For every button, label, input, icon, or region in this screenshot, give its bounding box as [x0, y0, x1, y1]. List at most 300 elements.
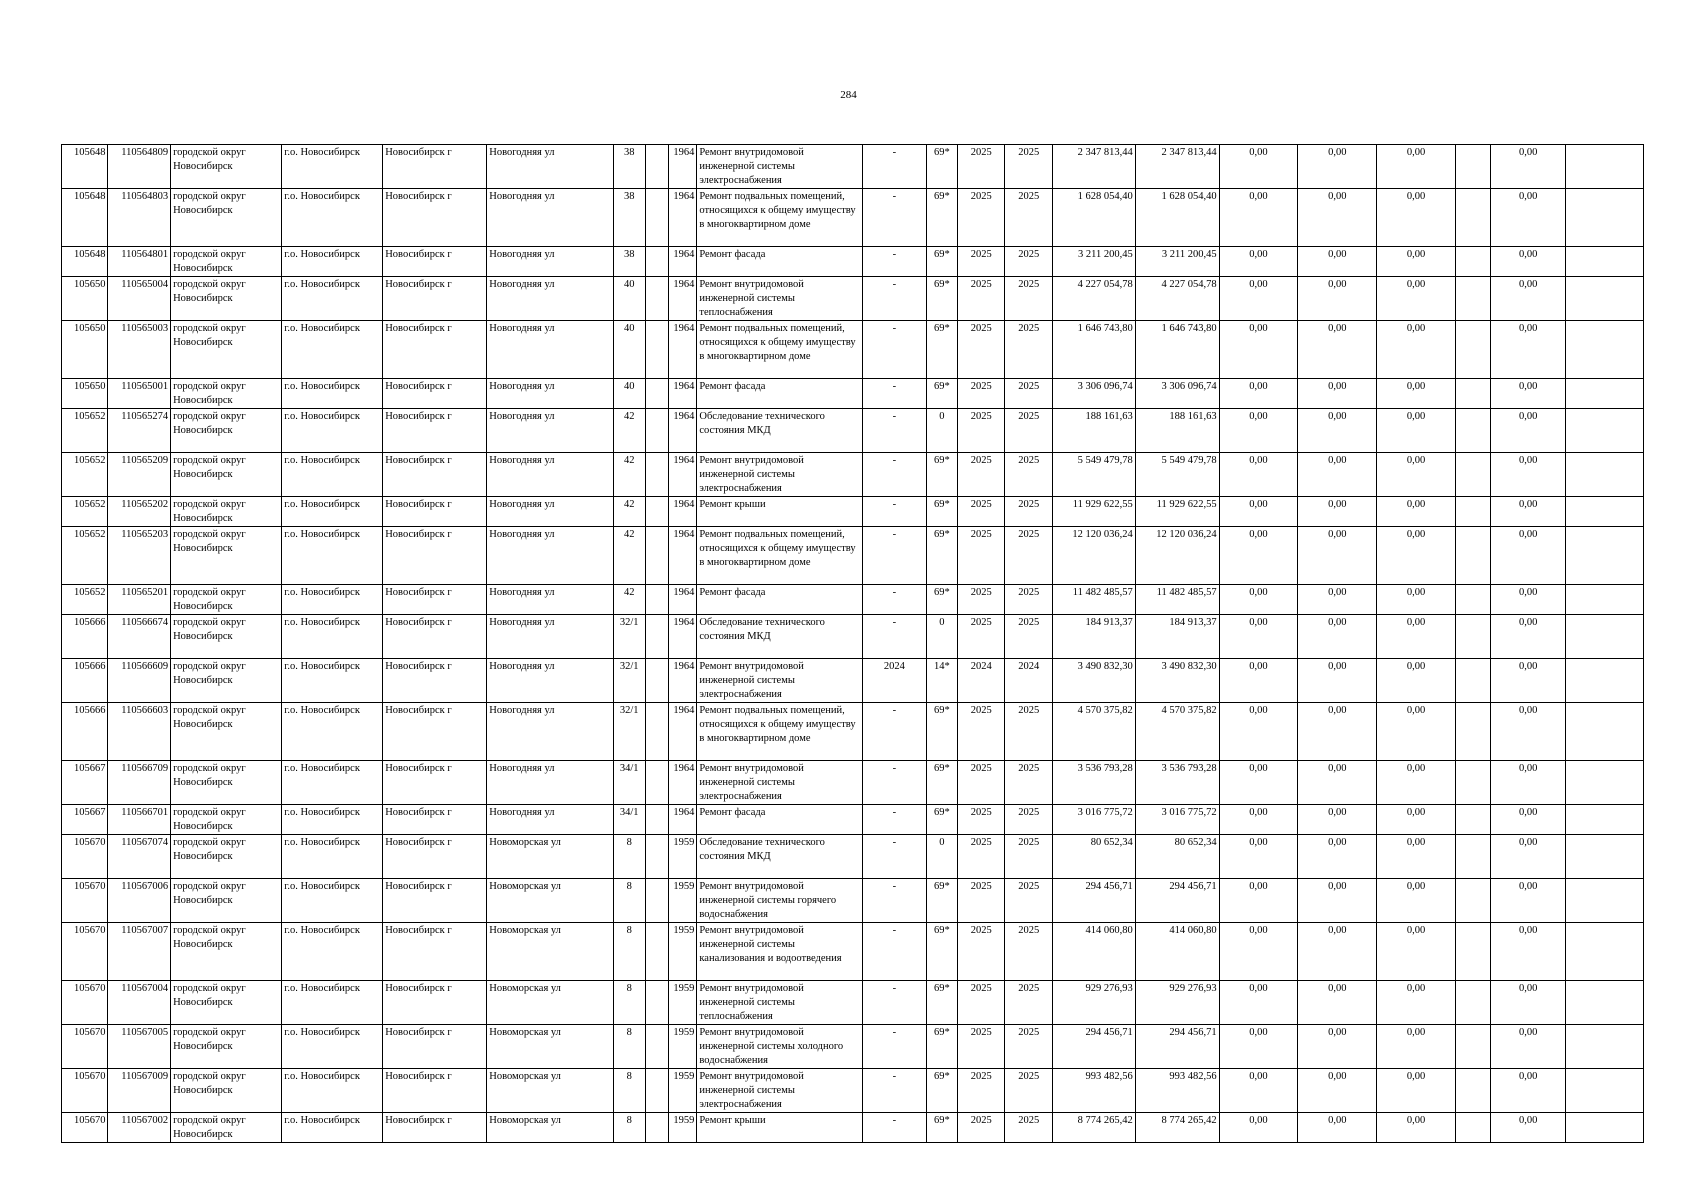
cost-cell: 993 482,56 [1052, 1069, 1135, 1113]
work-type-cell: Обследование технического состояния МКД [697, 835, 863, 879]
total-cost-cell: 1 646 743,80 [1135, 321, 1219, 379]
work-code-cell: 110565209 [108, 453, 171, 497]
cost-cell: 5 549 479,78 [1052, 453, 1135, 497]
fund-4-cell: 0,00 [1491, 497, 1566, 527]
work-code-cell: 110566609 [108, 659, 171, 703]
house-number-cell: 42 [613, 527, 645, 585]
work-type-cell: Ремонт подвальных помещений, относящихся к общему имуществу в многоквартирном доме [697, 321, 863, 379]
city-cell: Новосибирск г [383, 277, 487, 321]
work-code-cell: 110565274 [108, 409, 171, 453]
municipality-cell: г.о. Новосибирск [282, 1025, 383, 1069]
end-year-cell: 2025 [1005, 497, 1052, 527]
fund-4-cell: 0,00 [1491, 189, 1566, 247]
municipality-cell: г.о. Новосибирск [282, 527, 383, 585]
municipality-cell: г.о. Новосибирск [282, 145, 383, 189]
work-type-cell: Ремонт внутридомовой инженерной системы канализования и водоотведения [697, 923, 863, 981]
house-number-cell: 40 [613, 277, 645, 321]
city-cell: Новосибирск г [383, 1113, 487, 1143]
house-number-cell: 34/1 [613, 761, 645, 805]
cost-cell: 1 628 054,40 [1052, 189, 1135, 247]
work-type-cell: Ремонт подвальных помещений, относящихся к общему имуществу в многоквартирном доме [697, 189, 863, 247]
house-number-cell: 40 [613, 379, 645, 409]
fund-2-cell: 0,00 [1298, 659, 1377, 703]
fund-4-cell: 0,00 [1491, 923, 1566, 981]
previous-repair-year-cell: - [863, 527, 927, 585]
city-cell: Новосибирск г [383, 585, 487, 615]
end-year-cell: 2025 [1005, 1113, 1052, 1143]
end-year-cell: 2025 [1005, 761, 1052, 805]
start-year-cell: 2025 [957, 879, 1004, 923]
fund-4-cell: 0,00 [1491, 453, 1566, 497]
empty-cell [1455, 277, 1490, 321]
table-row [62, 321, 1644, 379]
total-cost-cell: 188 161,63 [1135, 409, 1219, 453]
work-code-cell: 110565003 [108, 321, 171, 379]
empty-cell [1566, 1069, 1644, 1113]
object-id-cell: 105650 [62, 277, 108, 321]
house-number-cell: 32/1 [613, 659, 645, 703]
empty-cell [1455, 453, 1490, 497]
table-row [62, 189, 1644, 247]
house-number-cell: 8 [613, 923, 645, 981]
street-cell: Новогодняя ул [487, 585, 613, 615]
wear-percent-cell: 69* [926, 1069, 957, 1113]
empty-cell [645, 1069, 668, 1113]
build-year-cell: 1964 [669, 189, 697, 247]
start-year-cell: 2025 [957, 409, 1004, 453]
work-code-cell: 110567007 [108, 923, 171, 981]
fund-4-cell: 0,00 [1491, 703, 1566, 761]
previous-repair-year-cell: - [863, 703, 927, 761]
house-number-cell: 34/1 [613, 805, 645, 835]
empty-cell [1566, 145, 1644, 189]
empty-cell [1455, 835, 1490, 879]
empty-cell [1566, 835, 1644, 879]
fund-4-cell: 0,00 [1491, 879, 1566, 923]
fund-2-cell: 0,00 [1298, 1069, 1377, 1113]
end-year-cell: 2025 [1005, 879, 1052, 923]
wear-percent-cell: 69* [926, 585, 957, 615]
empty-cell [1566, 321, 1644, 379]
total-cost-cell: 184 913,37 [1135, 615, 1219, 659]
total-cost-cell: 929 276,93 [1135, 981, 1219, 1025]
start-year-cell: 2025 [957, 923, 1004, 981]
start-year-cell: 2024 [957, 659, 1004, 703]
empty-cell [1566, 761, 1644, 805]
table-row [62, 527, 1644, 585]
fund-2-cell: 0,00 [1298, 981, 1377, 1025]
fund-3-cell: 0,00 [1377, 659, 1456, 703]
table-row [62, 277, 1644, 321]
empty-cell [1455, 703, 1490, 761]
street-cell: Новогодняя ул [487, 659, 613, 703]
house-number-cell: 8 [613, 835, 645, 879]
build-year-cell: 1964 [669, 527, 697, 585]
work-type-cell: Ремонт крыши [697, 1113, 863, 1143]
street-cell: Новоморская ул [487, 923, 613, 981]
fund-3-cell: 0,00 [1377, 409, 1456, 453]
municipality-cell: г.о. Новосибирск [282, 703, 383, 761]
table-row [62, 379, 1644, 409]
district-cell: городской округ Новосибирск [171, 923, 282, 981]
work-code-cell: 110565004 [108, 277, 171, 321]
start-year-cell: 2025 [957, 805, 1004, 835]
fund-3-cell: 0,00 [1377, 615, 1456, 659]
work-code-cell: 110564803 [108, 189, 171, 247]
empty-cell [645, 585, 668, 615]
fund-2-cell: 0,00 [1298, 879, 1377, 923]
build-year-cell: 1964 [669, 379, 697, 409]
fund-1-cell: 0,00 [1219, 379, 1298, 409]
build-year-cell: 1959 [669, 1025, 697, 1069]
empty-cell [645, 527, 668, 585]
fund-1-cell: 0,00 [1219, 247, 1298, 277]
city-cell: Новосибирск г [383, 659, 487, 703]
total-cost-cell: 414 060,80 [1135, 923, 1219, 981]
start-year-cell: 2025 [957, 615, 1004, 659]
object-id-cell: 105666 [62, 615, 108, 659]
fund-1-cell: 0,00 [1219, 527, 1298, 585]
work-code-cell: 110565001 [108, 379, 171, 409]
total-cost-cell: 3 016 775,72 [1135, 805, 1219, 835]
cost-cell: 3 490 832,30 [1052, 659, 1135, 703]
street-cell: Новогодняя ул [487, 805, 613, 835]
empty-cell [645, 453, 668, 497]
object-id-cell: 105652 [62, 409, 108, 453]
fund-2-cell: 0,00 [1298, 379, 1377, 409]
previous-repair-year-cell: - [863, 409, 927, 453]
house-number-cell: 40 [613, 321, 645, 379]
fund-2-cell: 0,00 [1298, 247, 1377, 277]
previous-repair-year-cell: 2024 [863, 659, 927, 703]
empty-cell [1455, 321, 1490, 379]
table-row [62, 1113, 1644, 1143]
fund-2-cell: 0,00 [1298, 1025, 1377, 1069]
table-row [62, 805, 1644, 835]
empty-cell [645, 835, 668, 879]
build-year-cell: 1959 [669, 1069, 697, 1113]
district-cell: городской округ Новосибирск [171, 409, 282, 453]
fund-1-cell: 0,00 [1219, 703, 1298, 761]
object-id-cell: 105652 [62, 585, 108, 615]
street-cell: Новогодняя ул [487, 497, 613, 527]
fund-3-cell: 0,00 [1377, 145, 1456, 189]
work-type-cell: Ремонт внутридомовой инженерной системы холодного водоснабжения [697, 1025, 863, 1069]
city-cell: Новосибирск г [383, 879, 487, 923]
district-cell: городской округ Новосибирск [171, 1069, 282, 1113]
previous-repair-year-cell: - [863, 923, 927, 981]
house-number-cell: 8 [613, 879, 645, 923]
city-cell: Новосибирск г [383, 1025, 487, 1069]
empty-cell [645, 145, 668, 189]
fund-4-cell: 0,00 [1491, 585, 1566, 615]
total-cost-cell: 3 306 096,74 [1135, 379, 1219, 409]
object-id-cell: 105652 [62, 497, 108, 527]
object-id-cell: 105648 [62, 145, 108, 189]
fund-1-cell: 0,00 [1219, 1113, 1298, 1143]
object-id-cell: 105670 [62, 879, 108, 923]
empty-cell [645, 379, 668, 409]
end-year-cell: 2025 [1005, 409, 1052, 453]
wear-percent-cell: 14* [926, 659, 957, 703]
fund-3-cell: 0,00 [1377, 761, 1456, 805]
object-id-cell: 105666 [62, 703, 108, 761]
cost-cell: 80 652,34 [1052, 835, 1135, 879]
empty-cell [1566, 1113, 1644, 1143]
cost-cell: 414 060,80 [1052, 923, 1135, 981]
city-cell: Новосибирск г [383, 527, 487, 585]
table-row [62, 1069, 1644, 1113]
district-cell: городской округ Новосибирск [171, 497, 282, 527]
empty-cell [1455, 879, 1490, 923]
object-id-cell: 105670 [62, 1069, 108, 1113]
cost-cell: 11 482 485,57 [1052, 585, 1135, 615]
wear-percent-cell: 0 [926, 835, 957, 879]
previous-repair-year-cell: - [863, 1113, 927, 1143]
end-year-cell: 2025 [1005, 805, 1052, 835]
city-cell: Новосибирск г [383, 379, 487, 409]
fund-1-cell: 0,00 [1219, 453, 1298, 497]
fund-3-cell: 0,00 [1377, 1069, 1456, 1113]
district-cell: городской округ Новосибирск [171, 277, 282, 321]
build-year-cell: 1964 [669, 277, 697, 321]
empty-cell [1566, 805, 1644, 835]
previous-repair-year-cell: - [863, 497, 927, 527]
municipality-cell: г.о. Новосибирск [282, 981, 383, 1025]
work-type-cell: Ремонт подвальных помещений, относящихся к общему имуществу в многоквартирном доме [697, 703, 863, 761]
municipality-cell: г.о. Новосибирск [282, 1113, 383, 1143]
empty-cell [1566, 189, 1644, 247]
house-number-cell: 32/1 [613, 703, 645, 761]
build-year-cell: 1964 [669, 659, 697, 703]
empty-cell [645, 409, 668, 453]
wear-percent-cell: 69* [926, 189, 957, 247]
total-cost-cell: 11 929 622,55 [1135, 497, 1219, 527]
fund-2-cell: 0,00 [1298, 835, 1377, 879]
work-code-cell: 110567074 [108, 835, 171, 879]
end-year-cell: 2025 [1005, 527, 1052, 585]
work-type-cell: Ремонт внутридомовой инженерной системы теплоснабжения [697, 277, 863, 321]
empty-cell [1455, 189, 1490, 247]
cost-cell: 8 774 265,42 [1052, 1113, 1135, 1143]
work-code-cell: 110567009 [108, 1069, 171, 1113]
fund-4-cell: 0,00 [1491, 1113, 1566, 1143]
wear-percent-cell: 69* [926, 1113, 957, 1143]
total-cost-cell: 12 120 036,24 [1135, 527, 1219, 585]
street-cell: Новоморская ул [487, 1069, 613, 1113]
object-id-cell: 105650 [62, 321, 108, 379]
empty-cell [1566, 659, 1644, 703]
empty-cell [1455, 761, 1490, 805]
wear-percent-cell: 0 [926, 409, 957, 453]
district-cell: городской округ Новосибирск [171, 145, 282, 189]
street-cell: Новоморская ул [487, 1113, 613, 1143]
start-year-cell: 2025 [957, 527, 1004, 585]
fund-4-cell: 0,00 [1491, 615, 1566, 659]
end-year-cell: 2024 [1005, 659, 1052, 703]
street-cell: Новогодняя ул [487, 145, 613, 189]
table-row [62, 835, 1644, 879]
fund-3-cell: 0,00 [1377, 247, 1456, 277]
wear-percent-cell: 69* [926, 1025, 957, 1069]
table-row [62, 247, 1644, 277]
district-cell: городской округ Новосибирск [171, 189, 282, 247]
end-year-cell: 2025 [1005, 835, 1052, 879]
fund-4-cell: 0,00 [1491, 277, 1566, 321]
object-id-cell: 105652 [62, 453, 108, 497]
start-year-cell: 2025 [957, 277, 1004, 321]
cost-cell: 4 227 054,78 [1052, 277, 1135, 321]
build-year-cell: 1964 [669, 703, 697, 761]
empty-cell [645, 1025, 668, 1069]
cost-cell: 4 570 375,82 [1052, 703, 1135, 761]
object-id-cell: 105666 [62, 659, 108, 703]
end-year-cell: 2025 [1005, 981, 1052, 1025]
work-type-cell: Ремонт фасада [697, 585, 863, 615]
table-row [62, 659, 1644, 703]
municipality-cell: г.о. Новосибирск [282, 615, 383, 659]
wear-percent-cell: 69* [926, 527, 957, 585]
total-cost-cell: 294 456,71 [1135, 879, 1219, 923]
previous-repair-year-cell: - [863, 879, 927, 923]
start-year-cell: 2025 [957, 321, 1004, 379]
build-year-cell: 1964 [669, 145, 697, 189]
wear-percent-cell: 69* [926, 247, 957, 277]
cost-cell: 3 536 793,28 [1052, 761, 1135, 805]
wear-percent-cell: 69* [926, 453, 957, 497]
previous-repair-year-cell: - [863, 805, 927, 835]
object-id-cell: 105648 [62, 247, 108, 277]
end-year-cell: 2025 [1005, 321, 1052, 379]
work-type-cell: Ремонт фасада [697, 805, 863, 835]
previous-repair-year-cell: - [863, 189, 927, 247]
empty-cell [645, 615, 668, 659]
street-cell: Новогодняя ул [487, 247, 613, 277]
empty-cell [1455, 497, 1490, 527]
street-cell: Новогодняя ул [487, 615, 613, 659]
fund-1-cell: 0,00 [1219, 585, 1298, 615]
empty-cell [1455, 409, 1490, 453]
previous-repair-year-cell: - [863, 277, 927, 321]
district-cell: городской округ Новосибирск [171, 981, 282, 1025]
previous-repair-year-cell: - [863, 321, 927, 379]
empty-cell [1455, 145, 1490, 189]
wear-percent-cell: 69* [926, 805, 957, 835]
total-cost-cell: 2 347 813,44 [1135, 145, 1219, 189]
municipality-cell: г.о. Новосибирск [282, 409, 383, 453]
work-type-cell: Ремонт крыши [697, 497, 863, 527]
street-cell: Новогодняя ул [487, 321, 613, 379]
work-code-cell: 110564809 [108, 145, 171, 189]
fund-4-cell: 0,00 [1491, 527, 1566, 585]
start-year-cell: 2025 [957, 189, 1004, 247]
fund-4-cell: 0,00 [1491, 409, 1566, 453]
fund-3-cell: 0,00 [1377, 1025, 1456, 1069]
work-code-cell: 110567006 [108, 879, 171, 923]
fund-3-cell: 0,00 [1377, 585, 1456, 615]
fund-2-cell: 0,00 [1298, 1113, 1377, 1143]
house-number-cell: 42 [613, 585, 645, 615]
empty-cell [1566, 703, 1644, 761]
fund-3-cell: 0,00 [1377, 981, 1456, 1025]
fund-3-cell: 0,00 [1377, 497, 1456, 527]
fund-4-cell: 0,00 [1491, 805, 1566, 835]
city-cell: Новосибирск г [383, 453, 487, 497]
street-cell: Новоморская ул [487, 1025, 613, 1069]
work-code-cell: 110565202 [108, 497, 171, 527]
municipality-cell: г.о. Новосибирск [282, 805, 383, 835]
street-cell: Новогодняя ул [487, 409, 613, 453]
fund-1-cell: 0,00 [1219, 805, 1298, 835]
empty-cell [645, 659, 668, 703]
wear-percent-cell: 69* [926, 981, 957, 1025]
start-year-cell: 2025 [957, 247, 1004, 277]
fund-2-cell: 0,00 [1298, 321, 1377, 379]
work-type-cell: Ремонт внутридомовой инженерной системы электроснабжения [697, 1069, 863, 1113]
fund-4-cell: 0,00 [1491, 145, 1566, 189]
work-type-cell: Ремонт внутридомовой инженерной системы электроснабжения [697, 453, 863, 497]
fund-1-cell: 0,00 [1219, 145, 1298, 189]
table-row [62, 453, 1644, 497]
fund-2-cell: 0,00 [1298, 761, 1377, 805]
fund-1-cell: 0,00 [1219, 879, 1298, 923]
table-row [62, 615, 1644, 659]
end-year-cell: 2025 [1005, 1025, 1052, 1069]
cost-cell: 3 306 096,74 [1052, 379, 1135, 409]
total-cost-cell: 294 456,71 [1135, 1025, 1219, 1069]
table-row [62, 703, 1644, 761]
street-cell: Новогодняя ул [487, 703, 613, 761]
house-number-cell: 8 [613, 981, 645, 1025]
previous-repair-year-cell: - [863, 453, 927, 497]
object-id-cell: 105667 [62, 761, 108, 805]
fund-3-cell: 0,00 [1377, 379, 1456, 409]
empty-cell [1455, 585, 1490, 615]
wear-percent-cell: 69* [926, 277, 957, 321]
fund-1-cell: 0,00 [1219, 659, 1298, 703]
total-cost-cell: 8 774 265,42 [1135, 1113, 1219, 1143]
house-number-cell: 8 [613, 1113, 645, 1143]
total-cost-cell: 5 549 479,78 [1135, 453, 1219, 497]
district-cell: городской округ Новосибирск [171, 879, 282, 923]
start-year-cell: 2025 [957, 585, 1004, 615]
empty-cell [645, 879, 668, 923]
fund-2-cell: 0,00 [1298, 189, 1377, 247]
fund-2-cell: 0,00 [1298, 703, 1377, 761]
empty-cell [1455, 923, 1490, 981]
start-year-cell: 2025 [957, 1069, 1004, 1113]
empty-cell [645, 703, 668, 761]
district-cell: городской округ Новосибирск [171, 615, 282, 659]
fund-3-cell: 0,00 [1377, 923, 1456, 981]
cost-cell: 2 347 813,44 [1052, 145, 1135, 189]
work-code-cell: 110566603 [108, 703, 171, 761]
district-cell: городской округ Новосибирск [171, 379, 282, 409]
start-year-cell: 2025 [957, 145, 1004, 189]
district-cell: городской округ Новосибирск [171, 805, 282, 835]
district-cell: городской округ Новосибирск [171, 527, 282, 585]
district-cell: городской округ Новосибирск [171, 1113, 282, 1143]
city-cell: Новосибирск г [383, 981, 487, 1025]
object-id-cell: 105670 [62, 835, 108, 879]
object-id-cell: 105667 [62, 805, 108, 835]
fund-4-cell: 0,00 [1491, 981, 1566, 1025]
cost-cell: 3 016 775,72 [1052, 805, 1135, 835]
previous-repair-year-cell: - [863, 1025, 927, 1069]
empty-cell [1566, 981, 1644, 1025]
fund-4-cell: 0,00 [1491, 247, 1566, 277]
fund-1-cell: 0,00 [1219, 277, 1298, 321]
